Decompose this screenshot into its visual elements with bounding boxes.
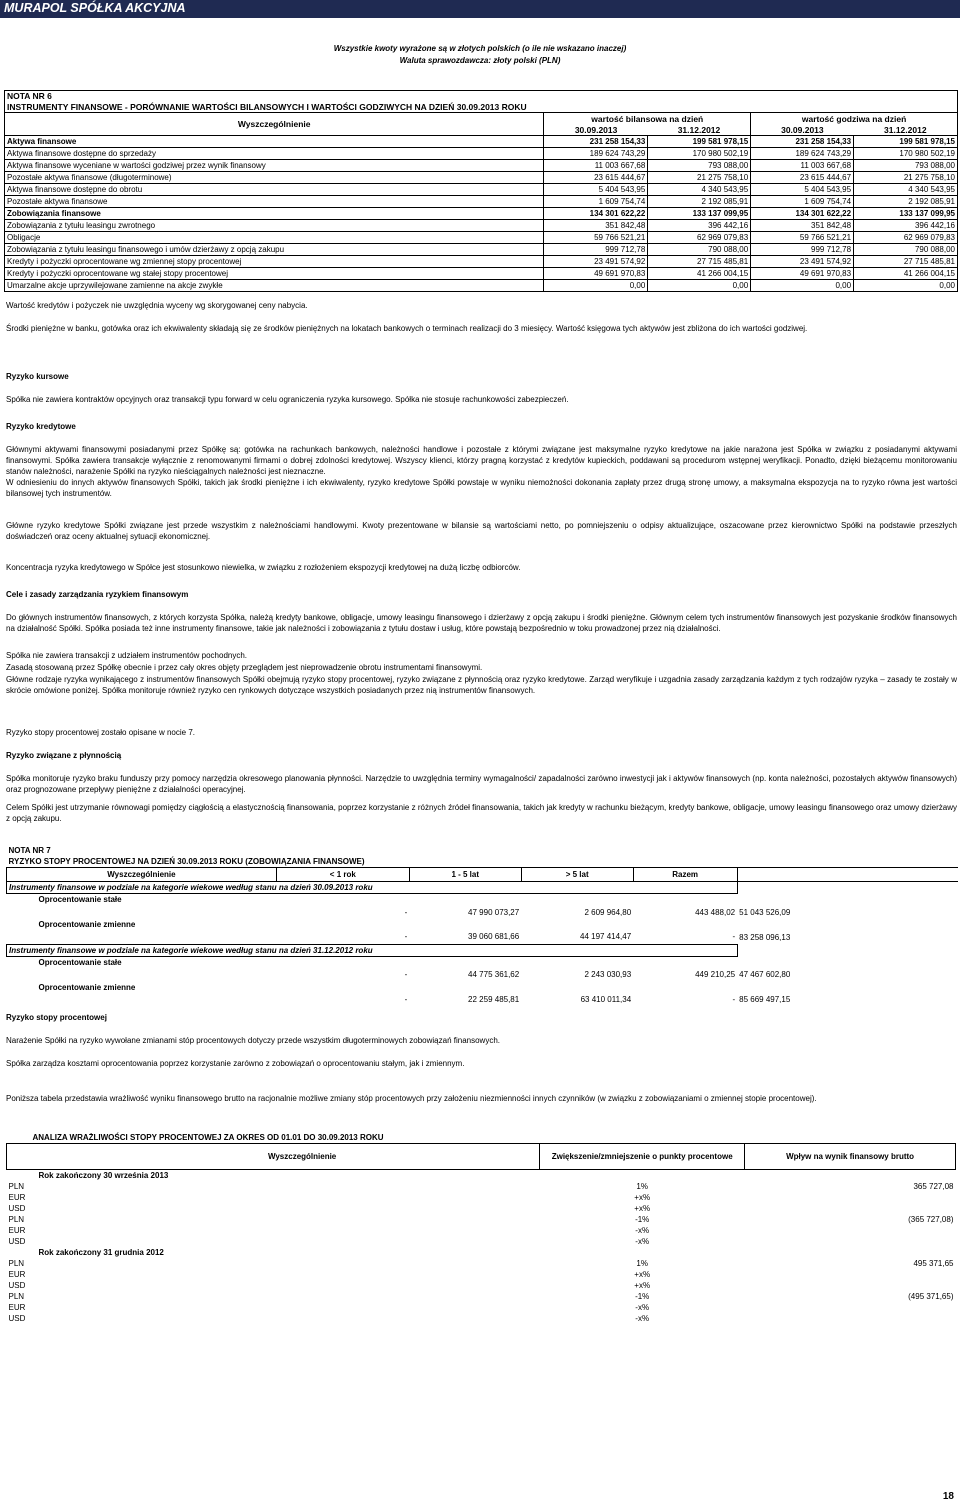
n7-cell: 2 609 964,80 [584, 907, 632, 917]
n7-cell: - [404, 932, 408, 942]
row-value: 793 088,00 [648, 160, 751, 172]
row-label: Zobowiązania finansowe [7, 209, 101, 218]
sens-row [7, 1280, 956, 1291]
sens-currency: PLN [8, 1292, 25, 1301]
sens-row [7, 1236, 956, 1247]
row-value: 170 980 502,19 [854, 148, 958, 160]
para-kredytowe-3: Główne ryzyko kredytowe Spółki związane jest przede wszystkim z należnościami handlowymi. Kwoty prezentowane w bilansie są wartościami netto, po pomniejszeniu o odpisy aktualizujące, oszacowane przez kierownictwo Spółki na podstawie przeszłych doświadczeń oraz oceny aktualnej sytuacji ekonomicznej. [6, 521, 957, 541]
currency-note-2: Waluta sprawozdawcza: złoty polski (PLN) [399, 56, 561, 65]
sens-currency: EUR [8, 1270, 26, 1279]
row-value: 5 404 543,95 [544, 184, 648, 196]
row-value: 27 715 485,81 [854, 256, 958, 268]
sens-currency: PLN [8, 1182, 25, 1191]
row-value: 199 581 978,15 [854, 136, 958, 148]
n7-cell: - [404, 907, 408, 917]
para-srodki: Środki pieniężne w banku, gotówka oraz ich ekwiwalenty składają się ze środków pieniężnych na lokatach bankowych o terminach realizacji do 3 miesięcy. Wartość księgowa tych aktywów jest zbliżona do ich wartości godziwej. [6, 324, 808, 333]
sens-title: ANALIZA WRAŻLIWOŚCI STOPY PROCENTOWEJ ZA OKRES OD 01.01 DO 30.09.2013 ROKU [32, 1132, 384, 1142]
row-value: 0,00 [544, 280, 648, 292]
note6-table [4, 90, 958, 292]
row-value: 62 969 079,83 [854, 232, 958, 244]
para-plynnosc-1: Spółka monitoruje ryzyko braku funduszy przy pomocy narzędzia okresowego planowania płynności. Narzędzie to uwzględnia terminy wymagalności/ zapadalności zarówno inwestycji jak i aktywów finansowych (np. konta należności, pozostałych aktywów finansowych) oraz prognozowane przepływy pieniężne z działalności operacyjnej. [6, 774, 957, 794]
sens-effect [745, 1302, 956, 1313]
note6-row [5, 232, 958, 244]
row-value: 41 266 004,15 [854, 268, 958, 280]
sens-currency: PLN [8, 1215, 25, 1224]
note7-block [6, 844, 958, 1007]
para-kursowe: Spółka nie zawiera kontraktów opcyjnych oraz transakcji typu forward w celu ograniczenia ryzyka kursowego. Spółka nie stosuje rachunkowości zabezpieczeń. [6, 395, 569, 404]
row-label: Aktywa finansowe wyceniane w wartości godziwej przez wynik finansowy [7, 161, 266, 170]
n7-zmienne-label: Oprocentowanie zmienne [38, 920, 136, 929]
para-stopy-3: Poniższa tabela przedstawia wrażliwość wyniku finansowego brutto na racjonalnie możliwe zmiany stóp procentowych przy założeniu niezmienności innych czynników (w związku z zobowiązaniami o zmiennej stopie procentowej). [6, 1094, 817, 1103]
heading-plynnosc: Ryzyko związane z płynnością [6, 751, 122, 760]
n7-cell: 39 060 681,66 [468, 932, 520, 942]
row-value: 0,00 [854, 280, 958, 292]
note6-row [5, 136, 958, 148]
row-value: 351 842,48 [751, 220, 854, 232]
group-bilansowa: wartość bilansowa na dzień [544, 113, 751, 125]
note6-block [4, 90, 958, 292]
n7-cell: 63 410 011,34 [580, 995, 632, 1004]
sens-change: +x% [634, 1270, 651, 1279]
row-label: Pozostałe aktywa finansowe (długoterminowe) [7, 173, 172, 182]
sens-effect [745, 1280, 956, 1291]
note6-row [5, 148, 958, 160]
sensitivity-block [6, 1131, 956, 1324]
sens-effect [745, 1236, 956, 1247]
row-value: 23 615 444,67 [751, 172, 854, 184]
para-stopy-1: Narażenie Spółki na ryzyko wywołane zmianami stóp procentowych dotyczy przede wszystkim długoterminowych zobowiązań finansowych. [6, 1036, 500, 1045]
sensitivity-table [6, 1131, 956, 1324]
date-col: 31.12.2012 [677, 124, 721, 135]
note6-row [5, 244, 958, 256]
sens-currency: USD [8, 1204, 26, 1213]
sens-change: 1% [636, 1259, 648, 1268]
sens-change: -x% [635, 1303, 650, 1312]
row-label: Pozostałe aktywa finansowe [7, 197, 108, 206]
row-value: 21 275 758,10 [854, 172, 958, 184]
currency-note-1: Wszystkie kwoty wyrażone są w złotych polskich (o ile nie wskazano inaczej) [333, 44, 627, 53]
note7-title: NOTA NR 7 [8, 845, 51, 855]
sens-currency: EUR [8, 1226, 26, 1235]
para-kredytowe-2: W odniesieniu do innych aktywów finansowych Spółki, takich jak środki pieniężne i ich ekwiwalenty, ryzyko kredytowe Spółki powstaje w wyniku niemożności dokonania zapłaty przez drugą stronę umowy, a maksymalna ekspozycja na to ryzyko równa jest wartości bilansowej tych instrumentów. [6, 478, 957, 498]
para-stopy-ref: Ryzyko stopy procentowej zostało opisane w nocie 7. [6, 728, 195, 737]
group-godziwa: wartość godziwa na dzień [751, 113, 958, 125]
n7-header: Razem [633, 868, 737, 882]
heading-ryzyko-kredytowe: Ryzyko kredytowe [6, 422, 76, 431]
sens-currency: USD [8, 1281, 26, 1290]
sens-year: Rok zakończony 31 grudnia 2012 [38, 1248, 164, 1257]
n7-cell: 44 197 414,47 [580, 932, 632, 942]
n7-cell: - [404, 995, 408, 1004]
note7-subtitle: RYZYKO STOPY PROCENTOWEJ NA DZIEŃ 30.09.2013 ROKU (ZOBOWIĄZANIA FINANSOWE) [8, 857, 365, 866]
sens-effect [745, 1203, 956, 1214]
row-value: 133 137 099,95 [648, 208, 751, 220]
n7-stale-label: Oprocentowanie stałe [38, 957, 122, 967]
sens-change: 1% [636, 1182, 648, 1191]
row-value: 59 766 521,21 [751, 232, 854, 244]
row-label: Zobowiązania z tytułu leasingu finansowego i umów dzierżawy z opcją zakupu [7, 245, 285, 254]
sens-change: +x% [634, 1281, 651, 1290]
n7-cell: 2 243 030,93 [584, 970, 632, 979]
row-value: 396 442,16 [648, 220, 751, 232]
n7-cell: 22 259 485,81 [468, 995, 520, 1004]
row-label: Zobowiązania z tytułu leasingu zwrotnego [7, 221, 156, 230]
row-value: 999 712,78 [544, 244, 648, 256]
n7-cell: - [732, 995, 736, 1004]
sens-currency: USD [8, 1314, 26, 1323]
row-value: 62 969 079,83 [648, 232, 751, 244]
row-value: 790 088,00 [648, 244, 751, 256]
note6-row [5, 172, 958, 184]
row-value: 23 491 574,92 [544, 256, 648, 268]
note6-row [5, 184, 958, 196]
n7-cell: 443 488,02 [695, 907, 736, 917]
row-label: Umarzalne akcje uprzywilejowane zamienne na akcje zwykłe [7, 281, 223, 290]
sens-effect: (365 727,08) [908, 1215, 954, 1224]
note6-row [5, 160, 958, 172]
note6-row [5, 268, 958, 280]
n7-cell: 47 990 073,27 [468, 907, 520, 917]
para-cele-1: Do głównych instrumentów finansowych, z których korzysta Spółka, należą kredyty bankowe, obligacje, umowy leasingu finansowego i dzierżawy z opcją zakupu i środki pieniężne. Głównym celem tych instrumentów finansowych jest pozyskanie środków finansowych na działalność Spółki. Spółka posiada też inne instrumenty finansowe, takie jak należności i zobowiązania z tytułu dostaw i usług, które powstają bezpośrednio w toku prowadzonej przez nią działalności. [6, 613, 957, 633]
note6-row [5, 220, 958, 232]
row-label: Obligacje [7, 233, 41, 242]
sens-row [7, 1225, 956, 1236]
para-koncentracja: Koncentracja ryzyka kredytowego w Spółce jest stosunkowo niewielka, w związku z rozłożeniem ekspozycji kredytowej na dużą liczbę odbiorców. [6, 563, 521, 572]
row-value: 189 624 743,29 [544, 148, 648, 160]
heading-stopy: Ryzyko stopy procentowej [6, 1013, 107, 1022]
row-value: 231 258 154,33 [544, 136, 648, 148]
n7-cell: 51 043 526,09 [739, 907, 791, 917]
col-label: Wyszczególnienie [237, 119, 311, 129]
sens-change: -1% [635, 1292, 650, 1301]
sens-change: -x% [635, 1226, 650, 1235]
row-value: 790 088,00 [854, 244, 958, 256]
sens-effect [745, 1192, 956, 1203]
para-kredytowe-1: Głównymi aktywami finansowymi posiadanymi przez Spółkę są: gotówka na rachunkach bankowych, należności handlowe i pozostałe z którymi związane jest maksymalne ryzyko kredytowe na jakie narażona jest Spółka w związku z posiadanymi aktywami finansowymi. Spółka zawiera transakcje wyłącznie z renomowanymi firmami o dobrej zdolności kredytowej. Wszyscy klienci, którzy pragną korzystać z kredytów kupieckich, poddawani są procedurom wstępnej weryfikacji. Ponadto, dzięki bieżącemu monitorowaniu stanów należności, narażenie Spółki na ryzyko nieściągalnych należności jest nieznaczne. [6, 445, 957, 476]
sens-row [7, 1214, 956, 1225]
sens-row [7, 1269, 956, 1280]
para-cele-3: Zasadą stosowaną przez Spółkę obecnie i przez cały okres objęty przeglądem jest nieprowadzenie obrotu instrumentami finansowymi. [6, 663, 483, 672]
row-label: Kredyty i pożyczki oprocentowane wg zmiennej stopy procentowej [7, 257, 242, 266]
sens-currency: PLN [8, 1259, 25, 1268]
sens-change: -x% [635, 1237, 650, 1246]
row-value: 11 003 667,68 [751, 160, 854, 172]
row-value: 59 766 521,21 [544, 232, 648, 244]
row-value: 2 192 085,91 [854, 196, 958, 208]
sens-row [7, 1181, 956, 1192]
row-value: 170 980 502,19 [648, 148, 751, 160]
n7-cell: 47 467 602,80 [739, 970, 791, 979]
row-label: Aktywa finansowe [7, 137, 77, 146]
para-plynnosc-2: Celem Spółki jest utrzymanie równowagi pomiędzy ciągłością a elastycznością finansowania, poprzez korzystanie z różnych źródeł finansowania, takich jak kredyty w rachunku bieżącym, kredyty bankowe, obligacje, umowy leasingu finansowego oraz umowy dzierżawy z opcją zakupu. [6, 803, 957, 823]
row-value: 351 842,48 [544, 220, 648, 232]
row-value: 999 712,78 [751, 244, 854, 256]
note6-row [5, 208, 958, 220]
sens-change: -1% [635, 1215, 650, 1224]
heading-cele: Cele i zasady zarządzania ryzykiem finansowym [6, 590, 189, 599]
sens-currency: EUR [8, 1303, 26, 1312]
sens-row [7, 1291, 956, 1302]
n7-header: Wyszczególnienie [7, 868, 277, 882]
n7-stale-label: Oprocentowanie stałe [38, 895, 122, 904]
date-col: 30.09.2013 [751, 124, 854, 136]
n7-header: 1 - 5 lat [409, 868, 521, 882]
para-kredyty-note: Wartość kredytów i pożyczek nie uwzględnia wyceny wg skorygowanej ceny nabycia. [6, 301, 308, 310]
row-value: 134 301 622,22 [544, 208, 648, 220]
row-value: 49 691 970,83 [751, 268, 854, 280]
n7-cell: 449 210,25 [695, 970, 736, 979]
sens-change: +x% [634, 1204, 651, 1213]
para-cele-4: Główne rodzaje ryzyka wynikającego z instrumentów finansowych Spółki obejmują ryzyko stopy procentowej, ryzyko związane z płynnością oraz ryzyko kredytowe. Zarząd weryfikuje i uzgadnia zasady zarządzania każdym z tych rodzajów ryzyka – zasady te zostały w skrócie omówione poniżej. Spółka monitoruje również ryzyko cen rynkowych dotyczące wszystkich posiadanych przez nią instrumentów finansowych. [6, 675, 957, 695]
sens-change: +x% [634, 1193, 651, 1202]
sens-effect: (495 371,65) [908, 1292, 954, 1301]
row-value: 199 581 978,15 [648, 136, 751, 148]
row-value: 793 088,00 [854, 160, 958, 172]
row-value: 133 137 099,95 [854, 208, 958, 220]
sens-header: Wyszczególnienie [7, 1144, 540, 1170]
note6-row [5, 280, 958, 292]
sens-header: Wpływ na wynik finansowy brutto [745, 1144, 956, 1170]
row-value: 189 624 743,29 [751, 148, 854, 160]
heading-ryzyko-kursowe: Ryzyko kursowe [6, 372, 69, 381]
sens-row [7, 1203, 956, 1214]
page-header [0, 0, 960, 18]
note6-row [5, 196, 958, 208]
sens-effect: 365 727,08 [913, 1182, 954, 1191]
row-value: 21 275 758,10 [648, 172, 751, 184]
row-label: Kredyty i pożyczki oprocentowane wg stałej stopy procentowej [7, 269, 228, 278]
row-value: 23 615 444,67 [544, 172, 648, 184]
n7-zmienne-label: Oprocentowanie zmienne [38, 982, 136, 992]
sens-year: Rok zakończony 30 września 2013 [38, 1171, 169, 1180]
para-stopy-2: Spółka zarządza kosztami oprocentowania poprzez korzystanie zarówno z zobowiązań o oprocentowaniu stałym, jak i zmiennym. [6, 1059, 465, 1068]
row-value: 0,00 [751, 280, 854, 292]
row-value: 1 609 754,74 [751, 196, 854, 208]
row-value: 134 301 622,22 [751, 208, 854, 220]
row-label: Aktywa finansowe dostępne do sprzedaży [7, 149, 156, 158]
note6-title: NOTA NR 6 [7, 91, 52, 101]
n7-cell: - [732, 932, 736, 942]
row-label: Aktywa finansowe dostępne do obrotu [7, 185, 143, 194]
row-value: 4 340 543,95 [854, 184, 958, 196]
row-value: 4 340 543,95 [648, 184, 751, 196]
n7-section: Instrumenty finansowe w podziale na kategorie wiekowe według stanu na dzień 30.09.2013 roku [7, 882, 738, 894]
sens-row [7, 1258, 956, 1269]
note7-table [6, 844, 958, 1007]
row-value: 1 609 754,74 [544, 196, 648, 208]
n7-section: Instrumenty finansowe w podziale na kategorie wiekowe według stanu na dzień 31.12.2012 roku [7, 944, 738, 956]
n7-header: < 1 rok [276, 868, 409, 882]
sens-effect [745, 1225, 956, 1236]
note6-row [5, 256, 958, 268]
row-value: 41 266 004,15 [648, 268, 751, 280]
row-value: 49 691 970,83 [544, 268, 648, 280]
row-value: 27 715 485,81 [648, 256, 751, 268]
sens-effect [745, 1313, 956, 1324]
row-value: 2 192 085,91 [648, 196, 751, 208]
n7-header: > 5 lat [521, 868, 633, 882]
page-number: 18 [942, 1491, 954, 1502]
date-col: 31.12.2012 [884, 124, 927, 135]
sens-currency: EUR [8, 1193, 26, 1202]
note6-subtitle: INSTRUMENTY FINANSOWE - PORÓWNANIE WARTOŚCI BILANSOWYCH I WARTOŚCI GODZIWYCH NA DZIEŃ 30.09.2013 ROKU [7, 101, 527, 112]
company-name: MURAPOL SPÓŁKA AKCYJNA [4, 1, 186, 15]
n7-cell: 44 775 361,62 [468, 970, 520, 979]
n7-cell: - [404, 970, 408, 979]
row-value: 5 404 543,95 [751, 184, 854, 196]
row-value: 23 491 574,92 [751, 256, 854, 268]
sens-row [7, 1302, 956, 1313]
n7-cell: 85 669 497,15 [739, 995, 791, 1004]
row-value: 0,00 [648, 280, 751, 292]
sens-header: Zwiększenie/zmniejszenie o punkty procentowe [540, 1144, 745, 1170]
row-value: 396 442,16 [854, 220, 958, 232]
para-cele-2: Spółka nie zawiera transakcji z udziałem instrumentów pochodnych. [6, 651, 248, 660]
row-value: 11 003 667,68 [544, 160, 648, 172]
sens-row [7, 1313, 956, 1324]
sens-change: -x% [635, 1314, 650, 1323]
sens-currency: USD [8, 1237, 26, 1246]
sens-row [7, 1192, 956, 1203]
date-col: 30.09.2013 [544, 124, 648, 136]
row-value: 231 258 154,33 [751, 136, 854, 148]
sens-effect: 495 371,65 [913, 1259, 954, 1268]
sens-effect [745, 1269, 956, 1280]
n7-cell: 83 258 096,13 [739, 932, 791, 942]
